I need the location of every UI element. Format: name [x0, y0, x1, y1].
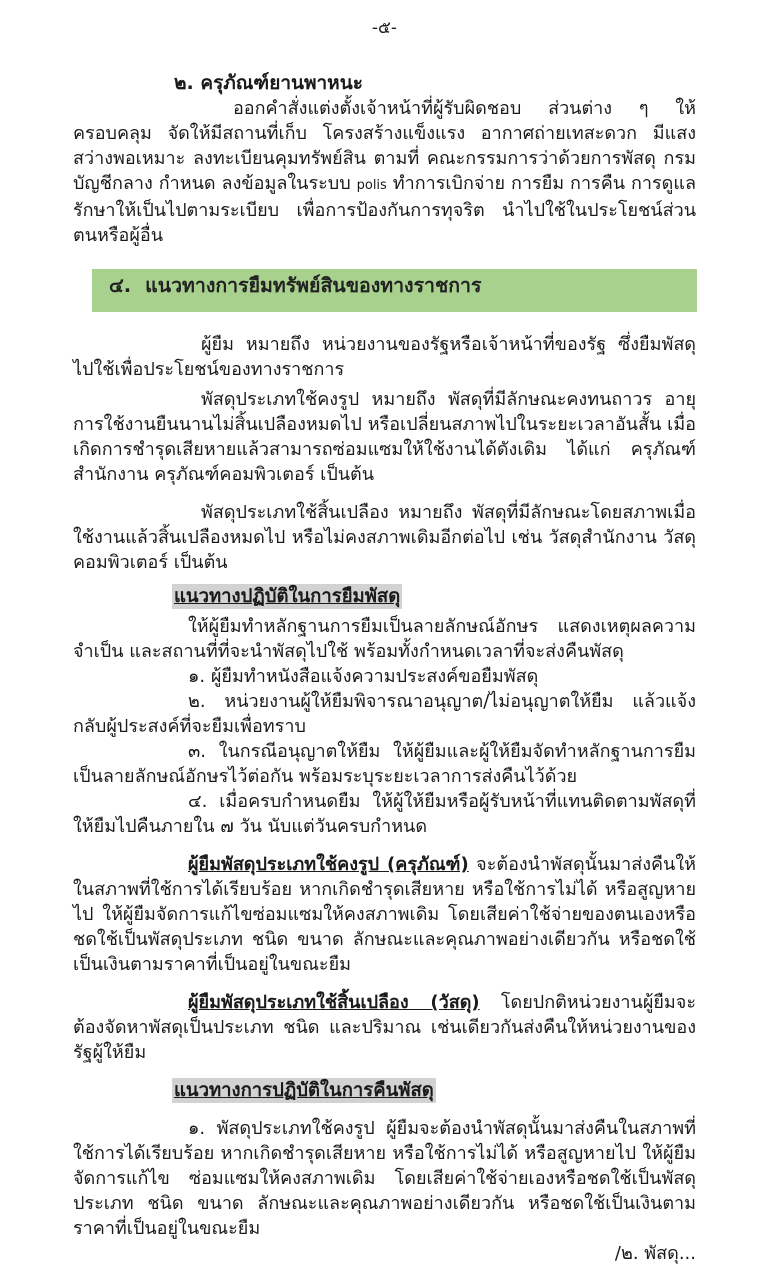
page-number: -๕- [371, 18, 398, 38]
consumable-case-text: โดยปกติหน่วยงานผู้ยืมจะต้องจัดหาพัสดุเป็นประเภท ชนิด และปริมาณ เช่นเดียวกันส่งคืนให้หน่วยงานของรัฐผู้ให้ยืม [73, 992, 696, 1063]
borrowing-section-banner [92, 269, 697, 312]
paragraph-text: ออกคำสั่งแต่งตั้งเจ้าหน้าที่ผู้รับผิดชอบ ส่วนต่าง ๆ ให้ครอบคลุม จัดให้มีสถานที่เก็บ โครงสร้างแข็งแรง อากาศถ่ายเทสะดวก มีแสงสว่างพอเหมาะ ลงทะเบียนคุมทรัพย์สิน ตามที่ คณะกรรมการว่าด้วยการพัสดุ กรมบัญชีกลาง กำหนด ลงข้อมูลในระบบ [73, 98, 696, 194]
definition-borrower: ผู้ยืม หมายถึง หน่วยงานของรัฐหรือเจ้าหน้าที่ของรัฐ ซึ่งยืมพัสดุไปใช้เพื่อประโยชน์ของทางราชการ [73, 334, 696, 380]
lending-step-2: ๒. หน่วยงานผู้ให้ยืมพิจารณาอนุญาต/ไม่อนุญาตให้ยืม แล้วแจ้งกลับผู้ประสงค์ที่จะยืมเพื่อทราบ [73, 691, 696, 737]
definition-durable-supplies: พัสดุประเภทใช้คงรูป หมายถึง พัสดุที่มีลักษณะคงทนถาวร อายุการใช้งานยืนนานไม่สิ้นเปลืองหมดไป หรือเปลี่ยนสภาพไปในระยะเวลาอันสั้น เมื่อเกิดการชำรุดเสียหายแล้วสามารถซ่อมแซมให้ใช้งานได้ดังเดิม ได้แก่ ครุภัณฑ์สำนักงาน ครุภัณฑ์คอมพิวเตอร์ เป็นต้น [73, 389, 696, 485]
consumable-case-lead: ผู้ยืมพัสดุประเภทใช้สิ้นเปลือง (วัสดุ) [188, 992, 480, 1013]
definition-consumable-supplies: พัสดุประเภทใช้สิ้นเปลือง หมายถึง พัสดุที่มีลักษณะโดยสภาพเมื่อใช้งานแล้วสิ้นเปลืองหมดไป หรือไม่คงสภาพเดิมอีกต่อไป เช่น วัสดุสำนักงาน วัสดุคอมพิวเตอร์ เป็นต้น [73, 502, 696, 573]
returning-guidelines-heading-row [73, 1078, 696, 1103]
consumable-case-paragraph [73, 990, 696, 1065]
durable-case-text: จะต้องนำพัสดุนั้นมาส่งคืนให้ในสภาพที่ใช้การได้เรียบร้อย หากเกิดชำรุดเสียหาย หรือใช้การไม่ได้ หรือสูญหายไป ให้ผู้ยืมจัดการแก้ไขซ่อมแซมให้คงสภาพเดิม โดยเสียค่าใช้จ่ายของตนเองหรือชดใช้เป็นพัสดุประเภท ชนิด ขนาด ลักษณะและคุณภาพอย่างเดียวกัน หรือชดใช้เป็นเงินตามราคาที่เป็นอยู่ในขณะยืม [73, 854, 696, 975]
lending-guidelines-heading: แนวทางปฏิบัติในการยืมพัสดุ [174, 586, 401, 607]
banner-number: ๔. [109, 274, 132, 297]
lending-step-3: ๓. ในกรณีอนุญาตให้ยืม ให้ผู้ยืมและผู้ให้ยืมจัดทำหลักฐานการยืมเป็นลายลักษณ์อักษรไว้ต่อกัน พร้อมระบุระยะเวลาการส่งคืนไว้ด้วย [73, 741, 696, 787]
paragraph-text: ทำการเบิกจ่าย การยืม การคืน การดูแลรักษาให้เป็นไปตามระเบียบ เพื่อการป้องกันการทุจริต นำไปใช้ในประโยชน์ส่วนตนหรือผู้อื่น [73, 173, 696, 246]
returning-item-1: ๑. พัสดุประเภทใช้คงรูป ผู้ยืมจะต้องนำพัสดุนั้นมาส่งคืนในสภาพที่ใช้การได้เรียบร้อย หากเกิดชำรุดเสียหาย หรือใช้การไม่ได้ หรือสูญหายไป ให้ผู้ยืมจัดการแก้ไข ซ่อมแซมให้คงสภาพเดิม โดยเสียค่าใช้จ่ายเองหรือชดใช้เป็นพัสดุประเภท ชนิด ขนาด ลักษณะและคุณภาพอย่างเดียวกัน หรือชดใช้เป็นเงินตามราคาที่เป็นอยู่ในขณะยืม [73, 1118, 696, 1239]
banner-title: แนวทางการยืมทรัพย์สินของทางราชการ [145, 274, 482, 297]
lending-step-4: ๔. เมื่อครบกำหนดยืม ให้ผู้ให้ยืมหรือผู้รับหน้าที่แทนติดตามพัสดุที่ให้ยืมไปคืนภายใน ๗ วัน นับแต่วันครบกำหนด [73, 791, 696, 837]
lending-guidelines-heading-row [73, 584, 696, 609]
system-name: polis [356, 178, 387, 193]
continuation-note: /๒. พัสดุ... [614, 1243, 696, 1264]
durable-case-lead: ผู้ยืมพัสดุประเภทใช้คงรูป (ครุภัณฑ์) [188, 854, 469, 875]
lending-guidelines-intro: ให้ผู้ยืมทำหลักฐานการยืมเป็นลายลักษณ์อักษร แสดงเหตุผลความจำเป็น และสถานที่ที่จะนำพัสดุไปใช้ พร้อมทั้งกำหนดเวลาที่จะส่งคืนพัสดุ [73, 616, 696, 662]
returning-guidelines-heading: แนวทางการปฏิบัติในการคืนพัสดุ [174, 1080, 434, 1101]
vehicle-section-paragraph [73, 96, 696, 248]
lending-step-1: ๑. ผู้ยืมทำหนังสือแจ้งความประสงค์ขอยืมพัสดุ [188, 666, 539, 687]
vehicle-section-heading: ๒. ครุภัณฑ์ยานพาหนะ [174, 72, 363, 94]
durable-case-paragraph [73, 852, 696, 977]
